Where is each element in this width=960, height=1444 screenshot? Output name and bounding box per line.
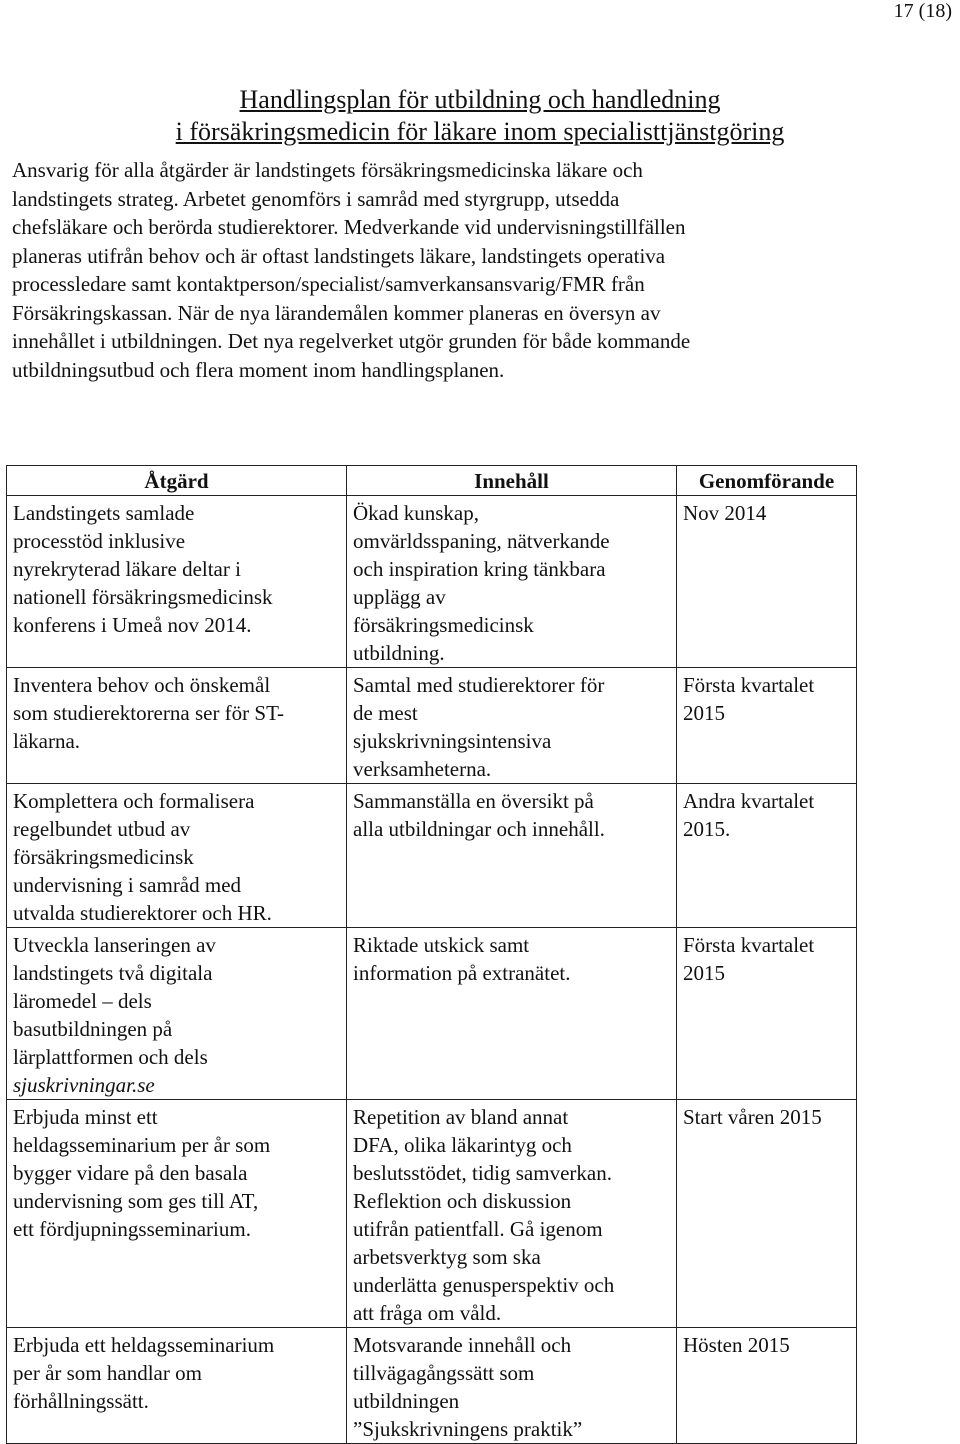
- cell-line: per år som handlar om: [13, 1361, 202, 1385]
- header-innehall: Innehåll: [347, 466, 677, 496]
- table-row: [7, 1328, 857, 1444]
- header-atgard: Åtgärd: [7, 466, 347, 496]
- cell-line: Motsvarande innehåll och: [353, 1333, 572, 1357]
- title-line: i försäkringsmedicin för läkare inom specialisttjänstgöring: [175, 117, 785, 146]
- cell-line: nationell försäkringsmedicinsk: [13, 585, 273, 609]
- intro-line: landstingets strateg. Arbetet genomförs i samråd med styrgrupp, utsedda: [12, 186, 620, 211]
- cell-line: information på extranätet.: [353, 961, 571, 985]
- cell-line: utbildningen: [353, 1389, 460, 1413]
- cell-line: Första kvartalet: [683, 933, 815, 957]
- intro-line: Ansvarig för alla åtgärder är landstingets försäkringsmedicinska läkare och: [12, 158, 643, 182]
- cell-line: Ökad kunskap,: [353, 501, 479, 525]
- cell-line: ”Sjukskrivningens praktik”: [353, 1417, 583, 1441]
- cell-line: utvalda studierektorer och HR.: [13, 901, 272, 925]
- cell-genomforande: [677, 668, 857, 784]
- cell-genomforande: [677, 1328, 857, 1444]
- cell-line: omvärldsspaning, nätverkande: [353, 529, 610, 553]
- cell-innehall: [347, 784, 677, 928]
- cell-genomforande: [677, 784, 857, 928]
- intro-line: innehållet i utbildningen. Det nya regelverket utgör grunden för både kommande: [12, 329, 691, 353]
- intro-line: chefsläkare och berörda studierektorer. Medverkande vid undervisningstillfällen: [12, 215, 686, 239]
- cell-line: regelbundet utbud av: [13, 817, 191, 841]
- cell-line: läkarna.: [13, 729, 81, 753]
- table-row: [7, 668, 857, 784]
- cell-line: arbetsverktyg som ska: [353, 1245, 541, 1269]
- website-name: sjuskrivningar.se: [13, 1073, 155, 1097]
- cell-line: Utveckla lanseringen av: [13, 933, 216, 957]
- cell-line: Nov 2014: [683, 501, 767, 525]
- cell-line: Erbjuda ett heldagsseminarium: [13, 1333, 275, 1357]
- table-row: [7, 784, 857, 928]
- cell-line: att fråga om våld.: [353, 1301, 502, 1325]
- cell-line: konferens i Umeå nov 2014.: [13, 613, 252, 637]
- page-number: 17 (18): [893, 0, 952, 22]
- cell-line: Landstingets samlade: [13, 501, 195, 525]
- intro-line: Försäkringskassan. När de nya lärandemålen kommer planeras en översyn av: [12, 300, 661, 325]
- cell-line: undervisning som ges till AT,: [13, 1189, 259, 1213]
- cell-line: Andra kvartalet: [683, 789, 815, 813]
- cell-genomforande: [677, 1100, 857, 1328]
- cell-genomforande: [677, 928, 857, 1100]
- title-line: Handlingsplan för utbildning och handledning: [239, 85, 721, 114]
- cell-line: DFA, olika läkarintyg och: [353, 1133, 572, 1157]
- cell-genomforande: [677, 496, 857, 668]
- cell-atgard: [7, 784, 347, 928]
- cell-line: Samtal med studierektorer för: [353, 673, 605, 697]
- cell-line: 2015.: [683, 817, 731, 841]
- cell-line: beslutsstödet, tidig samverkan.: [353, 1161, 612, 1185]
- cell-line: verksamheterna.: [353, 757, 492, 781]
- table-row: [7, 496, 857, 668]
- cell-line: Komplettera och formalisera: [13, 789, 255, 813]
- cell-line: ett fördjupningsseminarium.: [13, 1217, 251, 1241]
- cell-line: försäkringsmedicinsk: [353, 613, 534, 637]
- cell-line: förhållningssätt.: [13, 1389, 149, 1413]
- header-genomforande: Genomförande: [677, 466, 857, 496]
- intro-line: utbildningsutbud och flera moment inom handlingsplanen.: [12, 357, 505, 382]
- document-title: [0, 84, 960, 148]
- cell-line: Repetition av bland annat: [353, 1105, 569, 1129]
- cell-atgard: [7, 668, 347, 784]
- cell-line: 2015: [683, 961, 725, 985]
- cell-innehall: [347, 496, 677, 668]
- cell-line: utbildning.: [353, 641, 445, 665]
- cell-line: nyrekryterad läkare deltar i: [13, 557, 241, 581]
- table-header-row: [7, 466, 857, 496]
- cell-line: bygger vidare på den basala: [13, 1161, 248, 1185]
- cell-line: processtöd inklusive: [13, 529, 186, 553]
- cell-line: sjukskrivningsintensiva: [353, 729, 552, 753]
- cell-line: läromedel – dels: [13, 989, 152, 1013]
- cell-line: landstingets två digitala: [13, 961, 213, 985]
- cell-innehall: [347, 1328, 677, 1444]
- cell-line: Första kvartalet: [683, 673, 815, 697]
- cell-line: Hösten 2015: [683, 1333, 790, 1357]
- cell-line: som studierektorerna ser för ST-: [13, 701, 284, 725]
- intro-paragraph: [12, 156, 952, 384]
- cell-line: lärplattformen och dels: [13, 1045, 208, 1069]
- cell-line: utifrån patientfall. Gå igenom: [353, 1217, 603, 1241]
- action-plan-table: [6, 465, 857, 1444]
- cell-line: de mest: [353, 701, 418, 725]
- intro-line: processledare samt kontaktperson/specialist/samverkansansvarig/FMR från: [12, 272, 645, 296]
- table-row: [7, 928, 857, 1100]
- cell-atgard: [7, 1328, 347, 1444]
- cell-line: 2015: [683, 701, 725, 725]
- cell-line: Inventera behov och önskemål: [13, 673, 271, 697]
- cell-line: och inspiration kring tänkbara: [353, 557, 606, 581]
- cell-line: försäkringsmedicinsk: [13, 845, 194, 869]
- cell-line: Start våren 2015: [683, 1105, 822, 1129]
- cell-line: Reflektion och diskussion: [353, 1189, 572, 1213]
- cell-line: Sammanställa en översikt på: [353, 789, 594, 813]
- cell-line: alla utbildningar och innehåll.: [353, 817, 605, 841]
- cell-line: basutbildningen på: [13, 1017, 173, 1041]
- cell-innehall: [347, 668, 677, 784]
- cell-line: Erbjuda minst ett: [13, 1105, 158, 1129]
- cell-line: undervisning i samråd med: [13, 873, 242, 897]
- cell-innehall: [347, 1100, 677, 1328]
- cell-atgard: [7, 496, 347, 668]
- cell-line: heldagsseminarium per år som: [13, 1133, 271, 1157]
- cell-line: tillvägagångssätt som: [353, 1361, 535, 1385]
- intro-line: planeras utifrån behov och är oftast landstingets läkare, landstingets operativa: [12, 243, 666, 268]
- cell-innehall: [347, 928, 677, 1100]
- cell-atgard: [7, 1100, 347, 1328]
- table-row: [7, 1100, 857, 1328]
- cell-line: underlätta genusperspektiv och: [353, 1273, 615, 1297]
- cell-line: upplägg av: [353, 585, 446, 609]
- cell-line: Riktade utskick samt: [353, 933, 530, 957]
- cell-atgard: [7, 928, 347, 1100]
